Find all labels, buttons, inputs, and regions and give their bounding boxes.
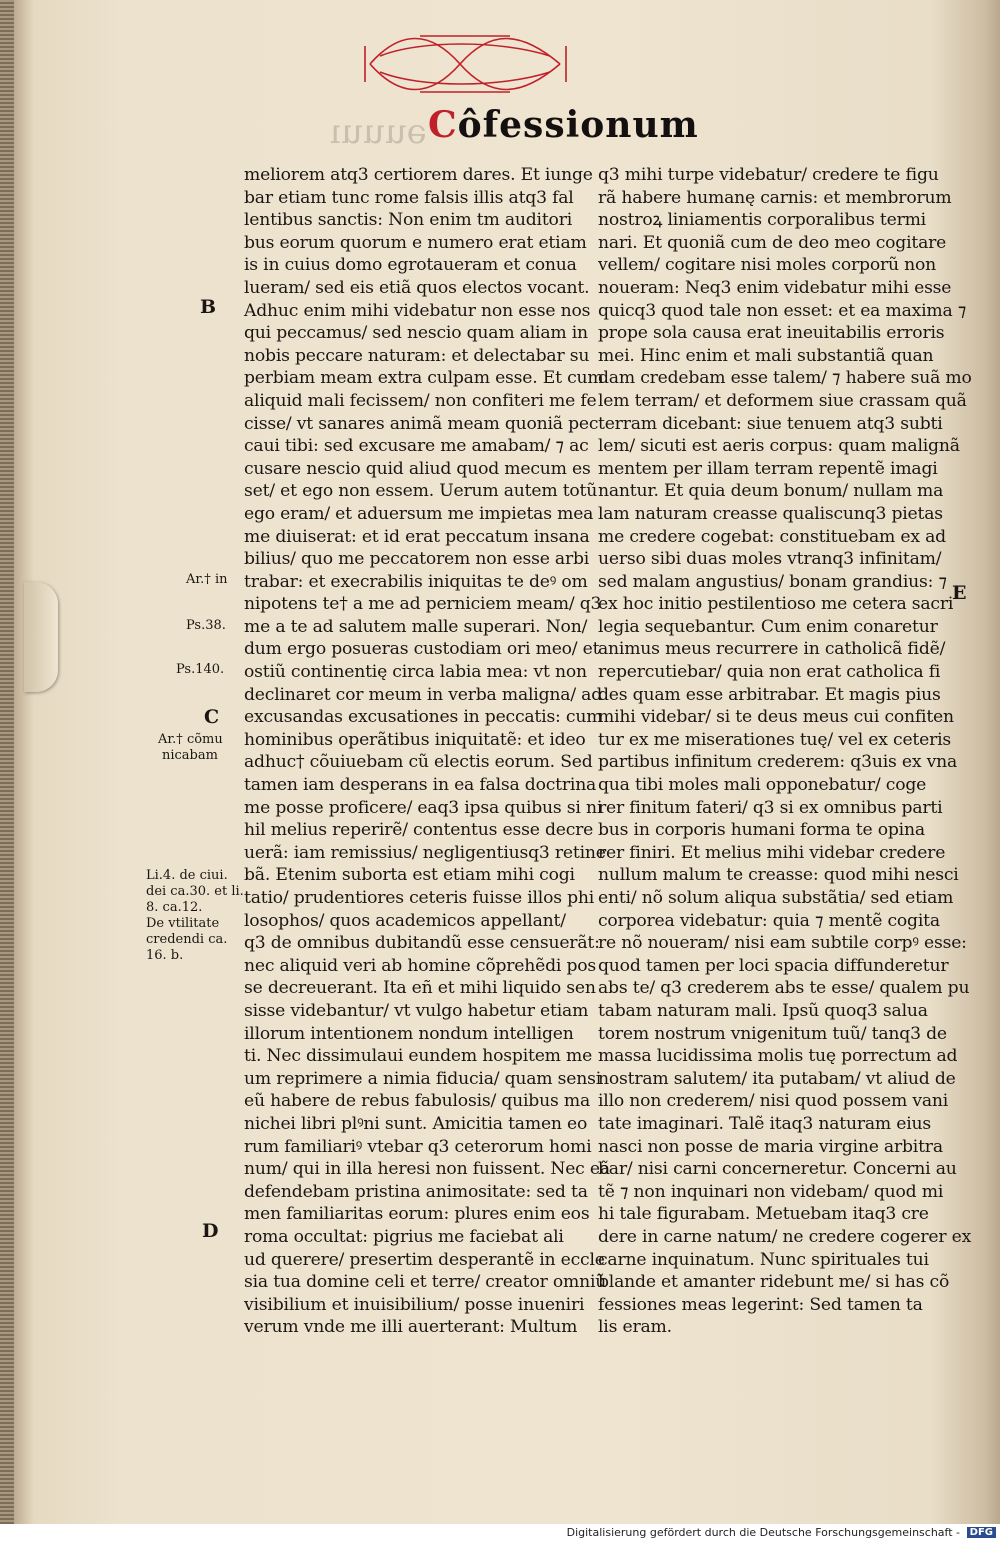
margin-letter-b: B — [200, 296, 217, 318]
text-line: terram dicebant: siue tenuem atq3 subti — [598, 413, 943, 434]
page-header-title — [428, 104, 699, 146]
text-line: massa lucidissima molis tuę porrectum ad — [598, 1046, 958, 1067]
text-line: enti/ nõ solum aliqua substãtia/ sed etiam — [598, 888, 954, 908]
margin-note-ps140: Ps.140. — [176, 662, 225, 677]
text-line: lueram/ sed eis etiã quos electos vocant. — [244, 277, 590, 298]
margin-letter-e: E — [952, 582, 967, 604]
text-line: bus in corporis humani forma te opina — [598, 820, 925, 841]
text-line: hi tale figurabam. Metuebam itaq3 cre — [598, 1204, 929, 1225]
text-line: mihi videbar/ si te deus meus cui confiten — [598, 707, 954, 728]
text-line: bilius/ quo me peccatorem non esse arbi — [244, 549, 590, 570]
text-line: lam naturam creasse qualiscunq3 pietas — [598, 503, 943, 524]
text-line: q3 de omnibus dubitandũ esse censuerãt: — [244, 933, 600, 954]
text-line: excusandas excusationes in peccatis: cum — [244, 707, 603, 728]
text-line: set/ et ego non essem. Uerum autem totũ — [244, 481, 598, 502]
text-line: bus eorum quorum e numero erat etiam — [244, 232, 587, 253]
text-line: mei. Hinc enim et mali substantiã quan — [598, 345, 934, 366]
margin-note-ps38: Ps.38. — [186, 618, 226, 633]
text-line: uerso sibi duas moles vtranq3 infinitam/ — [598, 549, 942, 570]
text-line: nichei libri plꝰni sunt. Amicitia tamen eo — [244, 1113, 588, 1134]
text-line: dam credebam esse talem/ ⁊ habere suã mo — [598, 368, 972, 389]
text-line: nostram salutem/ ita putabam/ vt aliud de — [598, 1068, 956, 1089]
text-line: defendebam pristina animositate: sed ta — [244, 1181, 588, 1202]
text-line: nari. Et quoniã cum de deo meo cogitare — [598, 232, 947, 253]
text-line: carne inquinatum. Nunc spirituales tui — [598, 1249, 929, 1270]
text-line: lem terram/ et deformem siue crassam quã — [598, 390, 967, 411]
text-line: rer finitum fateri/ q3 si ex omnibus parti — [598, 797, 943, 818]
text-line: partibus infinitum crederem: q3uis ex vna — [598, 752, 958, 773]
text-line: vellem/ cogitare nisi moles corporũ non — [598, 255, 936, 276]
text-line: des quam esse arbitrabar. Et magis pius — [598, 684, 941, 705]
text-line: bar etiam tunc rome falsis illis atq3 fal — [244, 187, 574, 208]
page-edge — [0, 0, 14, 1544]
text-line: blande et amanter ridebunt me/ si has cõ — [598, 1272, 950, 1293]
text-line: rum familiariꝰ vtebar q3 ceterorum homi — [244, 1136, 592, 1157]
text-line: quicq3 quod tale non esset: et ea maxima ⁊ — [598, 300, 967, 321]
text-line: nobis peccare naturam: et delectabar su — [244, 345, 590, 366]
text-line: sed malam angustius/ bonam grandius: ⁊ — [598, 571, 947, 592]
margin-note-li4-line2: dei ca.30. et li. — [146, 884, 244, 899]
text-line: nec aliquid veri ab homine cõprehẽdi pos — [244, 955, 597, 976]
text-line: meliorem atq3 certiorem dares. Et iunge — [244, 165, 593, 185]
text-line: illorum intentionem nondum intelligen — [244, 1023, 574, 1044]
header-rubric-initial: C — [428, 104, 458, 146]
text-line: animus meus recurrere in catholicã fidẽ/ — [598, 639, 946, 660]
text-line: um reprimere a nimia fiducia/ quam sensi — [244, 1068, 602, 1089]
text-line: tur ex me miserationes tuę/ vel ex ceteris — [598, 729, 952, 750]
text-line: caui tibi: sed excusare me amabam/ ⁊ ac — [244, 436, 589, 457]
text-line: uerã: iam remissius/ negligentiusq3 retine — [244, 842, 606, 863]
footer-credit: Digitalisierung gefördert durch die Deutsche Forschungsgemeinschaft - — [566, 1526, 960, 1539]
text-line: se decreuerant. Ita eñ et mihi liquido sen — [244, 978, 596, 999]
margin-letter-d: D — [202, 1220, 219, 1242]
text-line: me a te ad salutem malle superari. Non/ — [244, 616, 588, 637]
text-line: aliquid mali fecissem/ non confiteri me fe — [244, 390, 597, 411]
binding-strap — [24, 582, 58, 692]
text-line: dere in carne natum/ ne credere cogerer ex — [598, 1226, 972, 1247]
margin-note-li4-line4: De vtilitate — [146, 916, 220, 931]
text-line: perbiam meam extra culpam esse. Et cum — [244, 368, 604, 389]
text-line: mentem per illam terram repentẽ imagi — [598, 458, 938, 479]
text-line: tate imaginari. Talẽ itaq3 naturam eius — [598, 1113, 932, 1134]
text-line: tẽ ⁊ non inquinari non videbam/ quod mi — [598, 1181, 944, 1202]
text-line: is in cuius domo egrotaueram et conua — [244, 255, 577, 276]
text-line: ego eram/ et aduersum me impietas mea — [244, 503, 594, 524]
text-line: lentibus sanctis: Non enim tm auditori — [244, 210, 573, 231]
text-line: lem/ sicuti est aeris corpus: quam malignã — [598, 436, 960, 457]
text-line: nipotens te† a me ad perniciem meam/ q3 — [244, 594, 602, 615]
text-line: tabam naturam mali. Ipsũ quoq3 salua — [598, 1000, 928, 1021]
header-title-text: ôfessionum — [457, 104, 699, 146]
text-line: ti. Nec dissimulaui eundem hospitem me — [244, 1046, 593, 1067]
text-line: nasci non posse de maria virgine arbitra — [598, 1136, 943, 1157]
text-line: tatio/ prudentiores ceteris fuisse illos phi — [244, 888, 595, 908]
text-line: cusare nescio quid aliud quod mecum es — [244, 458, 591, 479]
text-line: qui peccamus/ sed nescio quam aliam in — [244, 323, 588, 344]
text-line: nantur. Et quia deum bonum/ nullam ma — [598, 481, 944, 502]
text-line: rer finiri. Et melius mihi videbar credere — [598, 842, 946, 863]
margin-note-nicabam: nicabam — [162, 748, 218, 763]
text-line: men familiaritas eorum: plures enim eos — [244, 1204, 590, 1225]
text-line: adhuc† cõuiuebam cũ electis eorum. Sed — [244, 752, 593, 773]
text-line: num/ qui in illa heresi non fuissent. Nec eã — [244, 1159, 610, 1180]
text-line: corporea videbatur: quia ⁊ mentẽ cogita — [598, 910, 940, 931]
text-line: me diuiserat: et id erat peccatum insana — [244, 526, 590, 547]
text-line: fessiones meas legerint: Sed tamen ta — [598, 1294, 923, 1315]
footer-bar — [0, 1524, 1000, 1544]
text-line: hominibus operãtibus iniquitatẽ: et ideo — [244, 729, 586, 750]
text-line: trabar: et execrabilis iniquitas te deꝰ om — [244, 571, 588, 592]
text-line: lis eram. — [598, 1317, 672, 1338]
text-line: me credere cogebat: constituebam ex ad — [598, 526, 946, 547]
margin-note-art-tin: Ar.† in — [186, 572, 228, 587]
text-line: hil melius reperirẽ/ contentus esse decre — [244, 820, 594, 841]
text-line: ud querere/ presertim desperantẽ in eccle — [244, 1249, 605, 1270]
bleed-through-text: ǝuuuı — [330, 112, 427, 152]
text-line: verum vnde me illi auerterant: Multum — [244, 1317, 578, 1338]
text-line: quod tamen per loci spacia diffunderetur — [598, 955, 949, 976]
text-line: illo non crederem/ nisi quod possem vani — [598, 1091, 949, 1112]
text-line: me posse proficere/ eaq3 ipsa quibus si ni — [244, 797, 603, 818]
text-line: roma occultat: pigrius me faciebat ali — [244, 1226, 564, 1247]
text-line: tamen iam desperans in ea falsa doctrina — [244, 775, 597, 796]
text-line: sia tua domine celi et terre/ creator omniũ — [244, 1272, 607, 1293]
text-line: noueram: Neq3 enim videbatur mihi esse — [598, 277, 952, 298]
text-line: ex hoc initio pestilentioso me cetera sacri — [598, 594, 954, 615]
text-line: qua tibi moles mali opponebatur/ coge — [598, 775, 927, 796]
text-line: bar/ nisi carni concerneretur. Concerni au — [598, 1159, 957, 1180]
text-line: repercutiebar/ quia non erat catholica fi — [598, 662, 941, 683]
red-flourish-ornament — [360, 26, 572, 102]
text-line: nullum malum te creasse: quod mihi nesci — [598, 865, 959, 886]
text-line: legia sequebantur. Cum enim conaretur — [598, 616, 938, 637]
text-line: bã. Etenim suborta est etiam mihi cogi — [244, 865, 575, 886]
dfg-logo: DFG — [967, 1527, 996, 1538]
text-line: q3 mihi turpe videbatur/ credere te figu — [598, 165, 939, 185]
text-line: abs te/ q3 crederem abs te esse/ qualem pu — [598, 978, 970, 999]
text-line: ostiũ continentię circa labia mea: vt non — [244, 662, 587, 683]
text-line: prope sola causa erat ineuitabilis erroris — [598, 323, 945, 344]
text-line: nostroꝝ liniamentis corporalibus termi — [598, 210, 926, 231]
text-line: declinaret cor meum in verba maligna/ ad — [244, 684, 603, 705]
margin-note-li4-line3: 8. ca.12. — [146, 900, 203, 915]
text-line: cisse/ vt sanares animã meam quoniã pec — [244, 413, 599, 434]
margin-letter-c: C — [204, 706, 220, 728]
text-line: re nõ noueram/ nisi eam subtile corpꝰ esse: — [598, 933, 967, 954]
text-line: dum ergo posueras custodiam ori meo/ et — [244, 639, 600, 660]
text-line: eũ habere de rebus fabulosis/ quibus ma — [244, 1091, 591, 1112]
text-line: Adhuc enim mihi videbatur non esse nos — [244, 300, 591, 321]
margin-note-li4-line6: 16. b. — [146, 948, 184, 963]
margin-note-art-comu: Ar.† cõmu — [158, 732, 223, 747]
margin-note-li4-line5: credendi ca. — [146, 932, 228, 947]
text-line: sisse videbantur/ vt vulgo habetur etiam — [244, 1000, 589, 1021]
left-text-column — [244, 164, 610, 1339]
right-text-column — [598, 164, 972, 1339]
text-line: torem nostrum vnigenitum tuũ/ tanq3 de — [598, 1023, 947, 1044]
margin-note-li4-line1: Li.4. de ciui. — [146, 868, 228, 883]
text-line: visibilium et inuisibilium/ posse inueniri — [244, 1294, 585, 1315]
text-line: rã habere humanę carnis: et membrorum — [598, 187, 952, 208]
text-line: losophos/ quos academicos appellant/ — [244, 910, 566, 931]
